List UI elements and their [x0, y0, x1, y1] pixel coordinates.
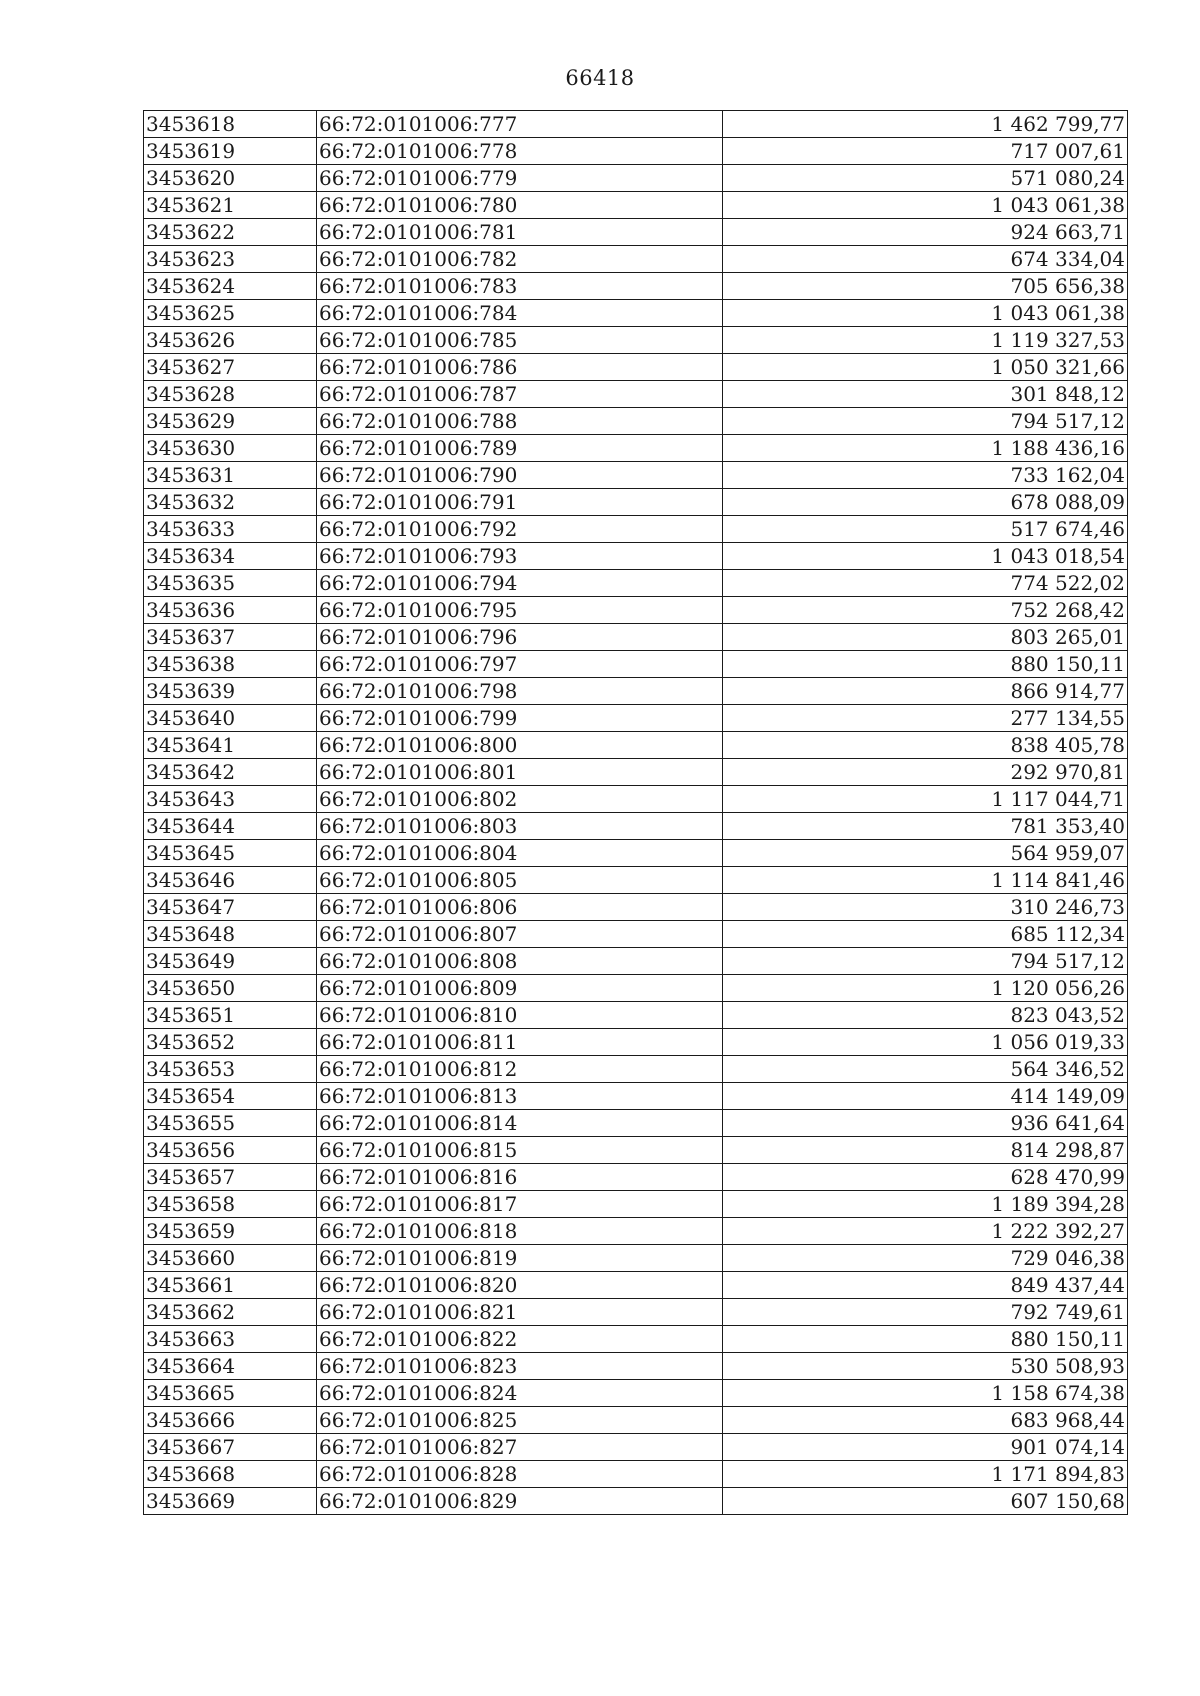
cadastral-number-cell: 66:72:0101006:821: [317, 1299, 723, 1326]
table-row: [144, 597, 1128, 624]
cadastral-value-cell: 1 188 436,16: [723, 435, 1128, 462]
row-id-cell: 3453627: [144, 354, 317, 381]
cadastral-value-cell: 678 088,09: [723, 489, 1128, 516]
cadastral-value-cell: 571 080,24: [723, 165, 1128, 192]
cadastral-value-table: [143, 110, 1128, 1515]
table-row: [144, 165, 1128, 192]
cadastral-number-cell: 66:72:0101006:816: [317, 1164, 723, 1191]
table-row: [144, 1164, 1128, 1191]
cadastral-number-cell: 66:72:0101006:780: [317, 192, 723, 219]
row-id-cell: 3453630: [144, 435, 317, 462]
row-id-cell: 3453624: [144, 273, 317, 300]
row-id-cell: 3453628: [144, 381, 317, 408]
cadastral-value-cell: 794 517,12: [723, 408, 1128, 435]
row-id-cell: 3453669: [144, 1488, 317, 1515]
row-id-cell: 3453642: [144, 759, 317, 786]
table-row: [144, 1245, 1128, 1272]
table-row: [144, 894, 1128, 921]
cadastral-number-cell: 66:72:0101006:786: [317, 354, 723, 381]
cadastral-number-cell: 66:72:0101006:820: [317, 1272, 723, 1299]
cadastral-number-cell: 66:72:0101006:781: [317, 219, 723, 246]
table-row: [144, 543, 1128, 570]
table-row: [144, 1002, 1128, 1029]
cadastral-value-cell: 781 353,40: [723, 813, 1128, 840]
row-id-cell: 3453656: [144, 1137, 317, 1164]
cadastral-number-cell: 66:72:0101006:823: [317, 1353, 723, 1380]
cadastral-value-cell: 901 074,14: [723, 1434, 1128, 1461]
cadastral-value-cell: 1 117 044,71: [723, 786, 1128, 813]
cadastral-number-cell: 66:72:0101006:782: [317, 246, 723, 273]
cadastral-number-cell: 66:72:0101006:791: [317, 489, 723, 516]
cadastral-number-cell: 66:72:0101006:804: [317, 840, 723, 867]
cadastral-value-cell: 607 150,68: [723, 1488, 1128, 1515]
cadastral-value-cell: 803 265,01: [723, 624, 1128, 651]
cadastral-value-cell: 564 346,52: [723, 1056, 1128, 1083]
cadastral-number-cell: 66:72:0101006:789: [317, 435, 723, 462]
cadastral-value-cell: 849 437,44: [723, 1272, 1128, 1299]
row-id-cell: 3453621: [144, 192, 317, 219]
cadastral-value-cell: 717 007,61: [723, 138, 1128, 165]
cadastral-number-cell: 66:72:0101006:790: [317, 462, 723, 489]
cadastral-number-cell: 66:72:0101006:810: [317, 1002, 723, 1029]
cadastral-value-cell: 1 119 327,53: [723, 327, 1128, 354]
cadastral-number-cell: 66:72:0101006:815: [317, 1137, 723, 1164]
cadastral-value-cell: 880 150,11: [723, 651, 1128, 678]
row-id-cell: 3453655: [144, 1110, 317, 1137]
cadastral-number-cell: 66:72:0101006:818: [317, 1218, 723, 1245]
cadastral-value-cell: 774 522,02: [723, 570, 1128, 597]
cadastral-value-cell: 414 149,09: [723, 1083, 1128, 1110]
cadastral-number-cell: 66:72:0101006:802: [317, 786, 723, 813]
cadastral-number-cell: 66:72:0101006:819: [317, 1245, 723, 1272]
row-id-cell: 3453631: [144, 462, 317, 489]
row-id-cell: 3453640: [144, 705, 317, 732]
table-row: [144, 1191, 1128, 1218]
cadastral-number-cell: 66:72:0101006:801: [317, 759, 723, 786]
cadastral-value-cell: 1 222 392,27: [723, 1218, 1128, 1245]
row-id-cell: 3453636: [144, 597, 317, 624]
cadastral-value-cell: 823 043,52: [723, 1002, 1128, 1029]
row-id-cell: 3453667: [144, 1434, 317, 1461]
cadastral-value-cell: 752 268,42: [723, 597, 1128, 624]
cadastral-value-cell: 301 848,12: [723, 381, 1128, 408]
cadastral-value-cell: 310 246,73: [723, 894, 1128, 921]
row-id-cell: 3453664: [144, 1353, 317, 1380]
cadastral-value-cell: 674 334,04: [723, 246, 1128, 273]
cadastral-number-cell: 66:72:0101006:783: [317, 273, 723, 300]
row-id-cell: 3453658: [144, 1191, 317, 1218]
table-row: [144, 1299, 1128, 1326]
table-row: [144, 408, 1128, 435]
row-id-cell: 3453638: [144, 651, 317, 678]
row-id-cell: 3453618: [144, 111, 317, 138]
cadastral-value-cell: 1 043 018,54: [723, 543, 1128, 570]
table-row: [144, 1029, 1128, 1056]
row-id-cell: 3453651: [144, 1002, 317, 1029]
table-row: [144, 1434, 1128, 1461]
cadastral-value-cell: 924 663,71: [723, 219, 1128, 246]
table-row: [144, 1461, 1128, 1488]
cadastral-value-cell: 792 749,61: [723, 1299, 1128, 1326]
row-id-cell: 3453654: [144, 1083, 317, 1110]
table-row: [144, 678, 1128, 705]
cadastral-number-cell: 66:72:0101006:788: [317, 408, 723, 435]
cadastral-number-cell: 66:72:0101006:811: [317, 1029, 723, 1056]
row-id-cell: 3453623: [144, 246, 317, 273]
cadastral-number-cell: 66:72:0101006:797: [317, 651, 723, 678]
cadastral-number-cell: 66:72:0101006:813: [317, 1083, 723, 1110]
cadastral-number-cell: 66:72:0101006:805: [317, 867, 723, 894]
table-row: [144, 1218, 1128, 1245]
table-row: [144, 1083, 1128, 1110]
table-row: [144, 1110, 1128, 1137]
table-row: [144, 705, 1128, 732]
table-row: [144, 354, 1128, 381]
row-id-cell: 3453637: [144, 624, 317, 651]
cadastral-value-cell: 936 641,64: [723, 1110, 1128, 1137]
row-id-cell: 3453665: [144, 1380, 317, 1407]
table-row: [144, 1056, 1128, 1083]
cadastral-value-cell: 866 914,77: [723, 678, 1128, 705]
cadastral-number-cell: 66:72:0101006:817: [317, 1191, 723, 1218]
cadastral-value-cell: 685 112,34: [723, 921, 1128, 948]
table-row: [144, 327, 1128, 354]
table-row: [144, 921, 1128, 948]
cadastral-number-cell: 66:72:0101006:822: [317, 1326, 723, 1353]
page-number: 66418: [565, 66, 635, 90]
cadastral-value-cell: 1 189 394,28: [723, 1191, 1128, 1218]
cadastral-value-cell: 1 056 019,33: [723, 1029, 1128, 1056]
row-id-cell: 3453643: [144, 786, 317, 813]
cadastral-value-cell: 1 462 799,77: [723, 111, 1128, 138]
cadastral-value-cell: 1 043 061,38: [723, 300, 1128, 327]
table-row: [144, 462, 1128, 489]
cadastral-value-cell: 733 162,04: [723, 462, 1128, 489]
row-id-cell: 3453668: [144, 1461, 317, 1488]
row-id-cell: 3453632: [144, 489, 317, 516]
table-row: [144, 813, 1128, 840]
cadastral-number-cell: 66:72:0101006:806: [317, 894, 723, 921]
cadastral-number-cell: 66:72:0101006:787: [317, 381, 723, 408]
row-id-cell: 3453661: [144, 1272, 317, 1299]
cadastral-value-cell: 729 046,38: [723, 1245, 1128, 1272]
cadastral-value-cell: 277 134,55: [723, 705, 1128, 732]
cadastral-number-cell: 66:72:0101006:803: [317, 813, 723, 840]
cadastral-value-cell: 517 674,46: [723, 516, 1128, 543]
table-row: [144, 489, 1128, 516]
cadastral-number-cell: 66:72:0101006:784: [317, 300, 723, 327]
table-row: [144, 867, 1128, 894]
table-row: [144, 759, 1128, 786]
row-id-cell: 3453652: [144, 1029, 317, 1056]
row-id-cell: 3453641: [144, 732, 317, 759]
table-row: [144, 219, 1128, 246]
row-id-cell: 3453634: [144, 543, 317, 570]
cadastral-number-cell: 66:72:0101006:809: [317, 975, 723, 1002]
cadastral-number-cell: 66:72:0101006:800: [317, 732, 723, 759]
row-id-cell: 3453659: [144, 1218, 317, 1245]
cadastral-value-cell: 838 405,78: [723, 732, 1128, 759]
row-id-cell: 3453657: [144, 1164, 317, 1191]
row-id-cell: 3453648: [144, 921, 317, 948]
table-row: [144, 1488, 1128, 1515]
table-row: [144, 786, 1128, 813]
table-body: [144, 111, 1128, 1515]
row-id-cell: 3453647: [144, 894, 317, 921]
table-row: [144, 381, 1128, 408]
cadastral-number-cell: 66:72:0101006:779: [317, 165, 723, 192]
row-id-cell: 3453622: [144, 219, 317, 246]
row-id-cell: 3453650: [144, 975, 317, 1002]
cadastral-value-cell: 1 043 061,38: [723, 192, 1128, 219]
cadastral-value-cell: 1 171 894,83: [723, 1461, 1128, 1488]
cadastral-value-cell: 794 517,12: [723, 948, 1128, 975]
row-id-cell: 3453620: [144, 165, 317, 192]
table-row: [144, 570, 1128, 597]
cadastral-number-cell: 66:72:0101006:798: [317, 678, 723, 705]
table-row: [144, 840, 1128, 867]
table-row: [144, 975, 1128, 1002]
cadastral-value-cell: 683 968,44: [723, 1407, 1128, 1434]
cadastral-number-cell: 66:72:0101006:777: [317, 111, 723, 138]
cadastral-number-cell: 66:72:0101006:778: [317, 138, 723, 165]
table-row: [144, 1407, 1128, 1434]
cadastral-value-cell: 628 470,99: [723, 1164, 1128, 1191]
row-id-cell: 3453635: [144, 570, 317, 597]
table-row: [144, 138, 1128, 165]
table-row: [144, 516, 1128, 543]
cadastral-number-cell: 66:72:0101006:808: [317, 948, 723, 975]
table-row: [144, 1380, 1128, 1407]
table-row: [144, 273, 1128, 300]
cadastral-value-cell: 1 050 321,66: [723, 354, 1128, 381]
cadastral-number-cell: 66:72:0101006:794: [317, 570, 723, 597]
row-id-cell: 3453646: [144, 867, 317, 894]
cadastral-number-cell: 66:72:0101006:812: [317, 1056, 723, 1083]
cadastral-number-cell: 66:72:0101006:792: [317, 516, 723, 543]
table-row: [144, 1137, 1128, 1164]
cadastral-value-cell: 564 959,07: [723, 840, 1128, 867]
row-id-cell: 3453626: [144, 327, 317, 354]
row-id-cell: 3453653: [144, 1056, 317, 1083]
row-id-cell: 3453625: [144, 300, 317, 327]
cadastral-number-cell: 66:72:0101006:796: [317, 624, 723, 651]
table-row: [144, 435, 1128, 462]
table-row: [144, 624, 1128, 651]
row-id-cell: 3453633: [144, 516, 317, 543]
row-id-cell: 3453639: [144, 678, 317, 705]
row-id-cell: 3453619: [144, 138, 317, 165]
row-id-cell: 3453645: [144, 840, 317, 867]
table-row: [144, 732, 1128, 759]
table-row: [144, 1326, 1128, 1353]
cadastral-value-cell: 814 298,87: [723, 1137, 1128, 1164]
row-id-cell: 3453644: [144, 813, 317, 840]
cadastral-number-cell: 66:72:0101006:828: [317, 1461, 723, 1488]
cadastral-number-cell: 66:72:0101006:799: [317, 705, 723, 732]
cadastral-value-cell: 1 120 056,26: [723, 975, 1128, 1002]
cadastral-number-cell: 66:72:0101006:829: [317, 1488, 723, 1515]
table-row: [144, 300, 1128, 327]
cadastral-value-cell: 530 508,93: [723, 1353, 1128, 1380]
table-row: [144, 111, 1128, 138]
cadastral-number-cell: 66:72:0101006:814: [317, 1110, 723, 1137]
cadastral-number-cell: 66:72:0101006:793: [317, 543, 723, 570]
cadastral-value-cell: 705 656,38: [723, 273, 1128, 300]
cadastral-value-cell: 1 114 841,46: [723, 867, 1128, 894]
row-id-cell: 3453666: [144, 1407, 317, 1434]
cadastral-number-cell: 66:72:0101006:827: [317, 1434, 723, 1461]
row-id-cell: 3453662: [144, 1299, 317, 1326]
cadastral-number-cell: 66:72:0101006:785: [317, 327, 723, 354]
table-row: [144, 1272, 1128, 1299]
table-row: [144, 246, 1128, 273]
table-row: [144, 1353, 1128, 1380]
cadastral-value-cell: 292 970,81: [723, 759, 1128, 786]
table-row: [144, 192, 1128, 219]
cadastral-value-cell: 880 150,11: [723, 1326, 1128, 1353]
table-row: [144, 948, 1128, 975]
table-row: [144, 651, 1128, 678]
cadastral-number-cell: 66:72:0101006:825: [317, 1407, 723, 1434]
row-id-cell: 3453660: [144, 1245, 317, 1272]
cadastral-number-cell: 66:72:0101006:824: [317, 1380, 723, 1407]
row-id-cell: 3453663: [144, 1326, 317, 1353]
cadastral-number-cell: 66:72:0101006:795: [317, 597, 723, 624]
cadastral-number-cell: 66:72:0101006:807: [317, 921, 723, 948]
row-id-cell: 3453629: [144, 408, 317, 435]
cadastral-value-cell: 1 158 674,38: [723, 1380, 1128, 1407]
row-id-cell: 3453649: [144, 948, 317, 975]
